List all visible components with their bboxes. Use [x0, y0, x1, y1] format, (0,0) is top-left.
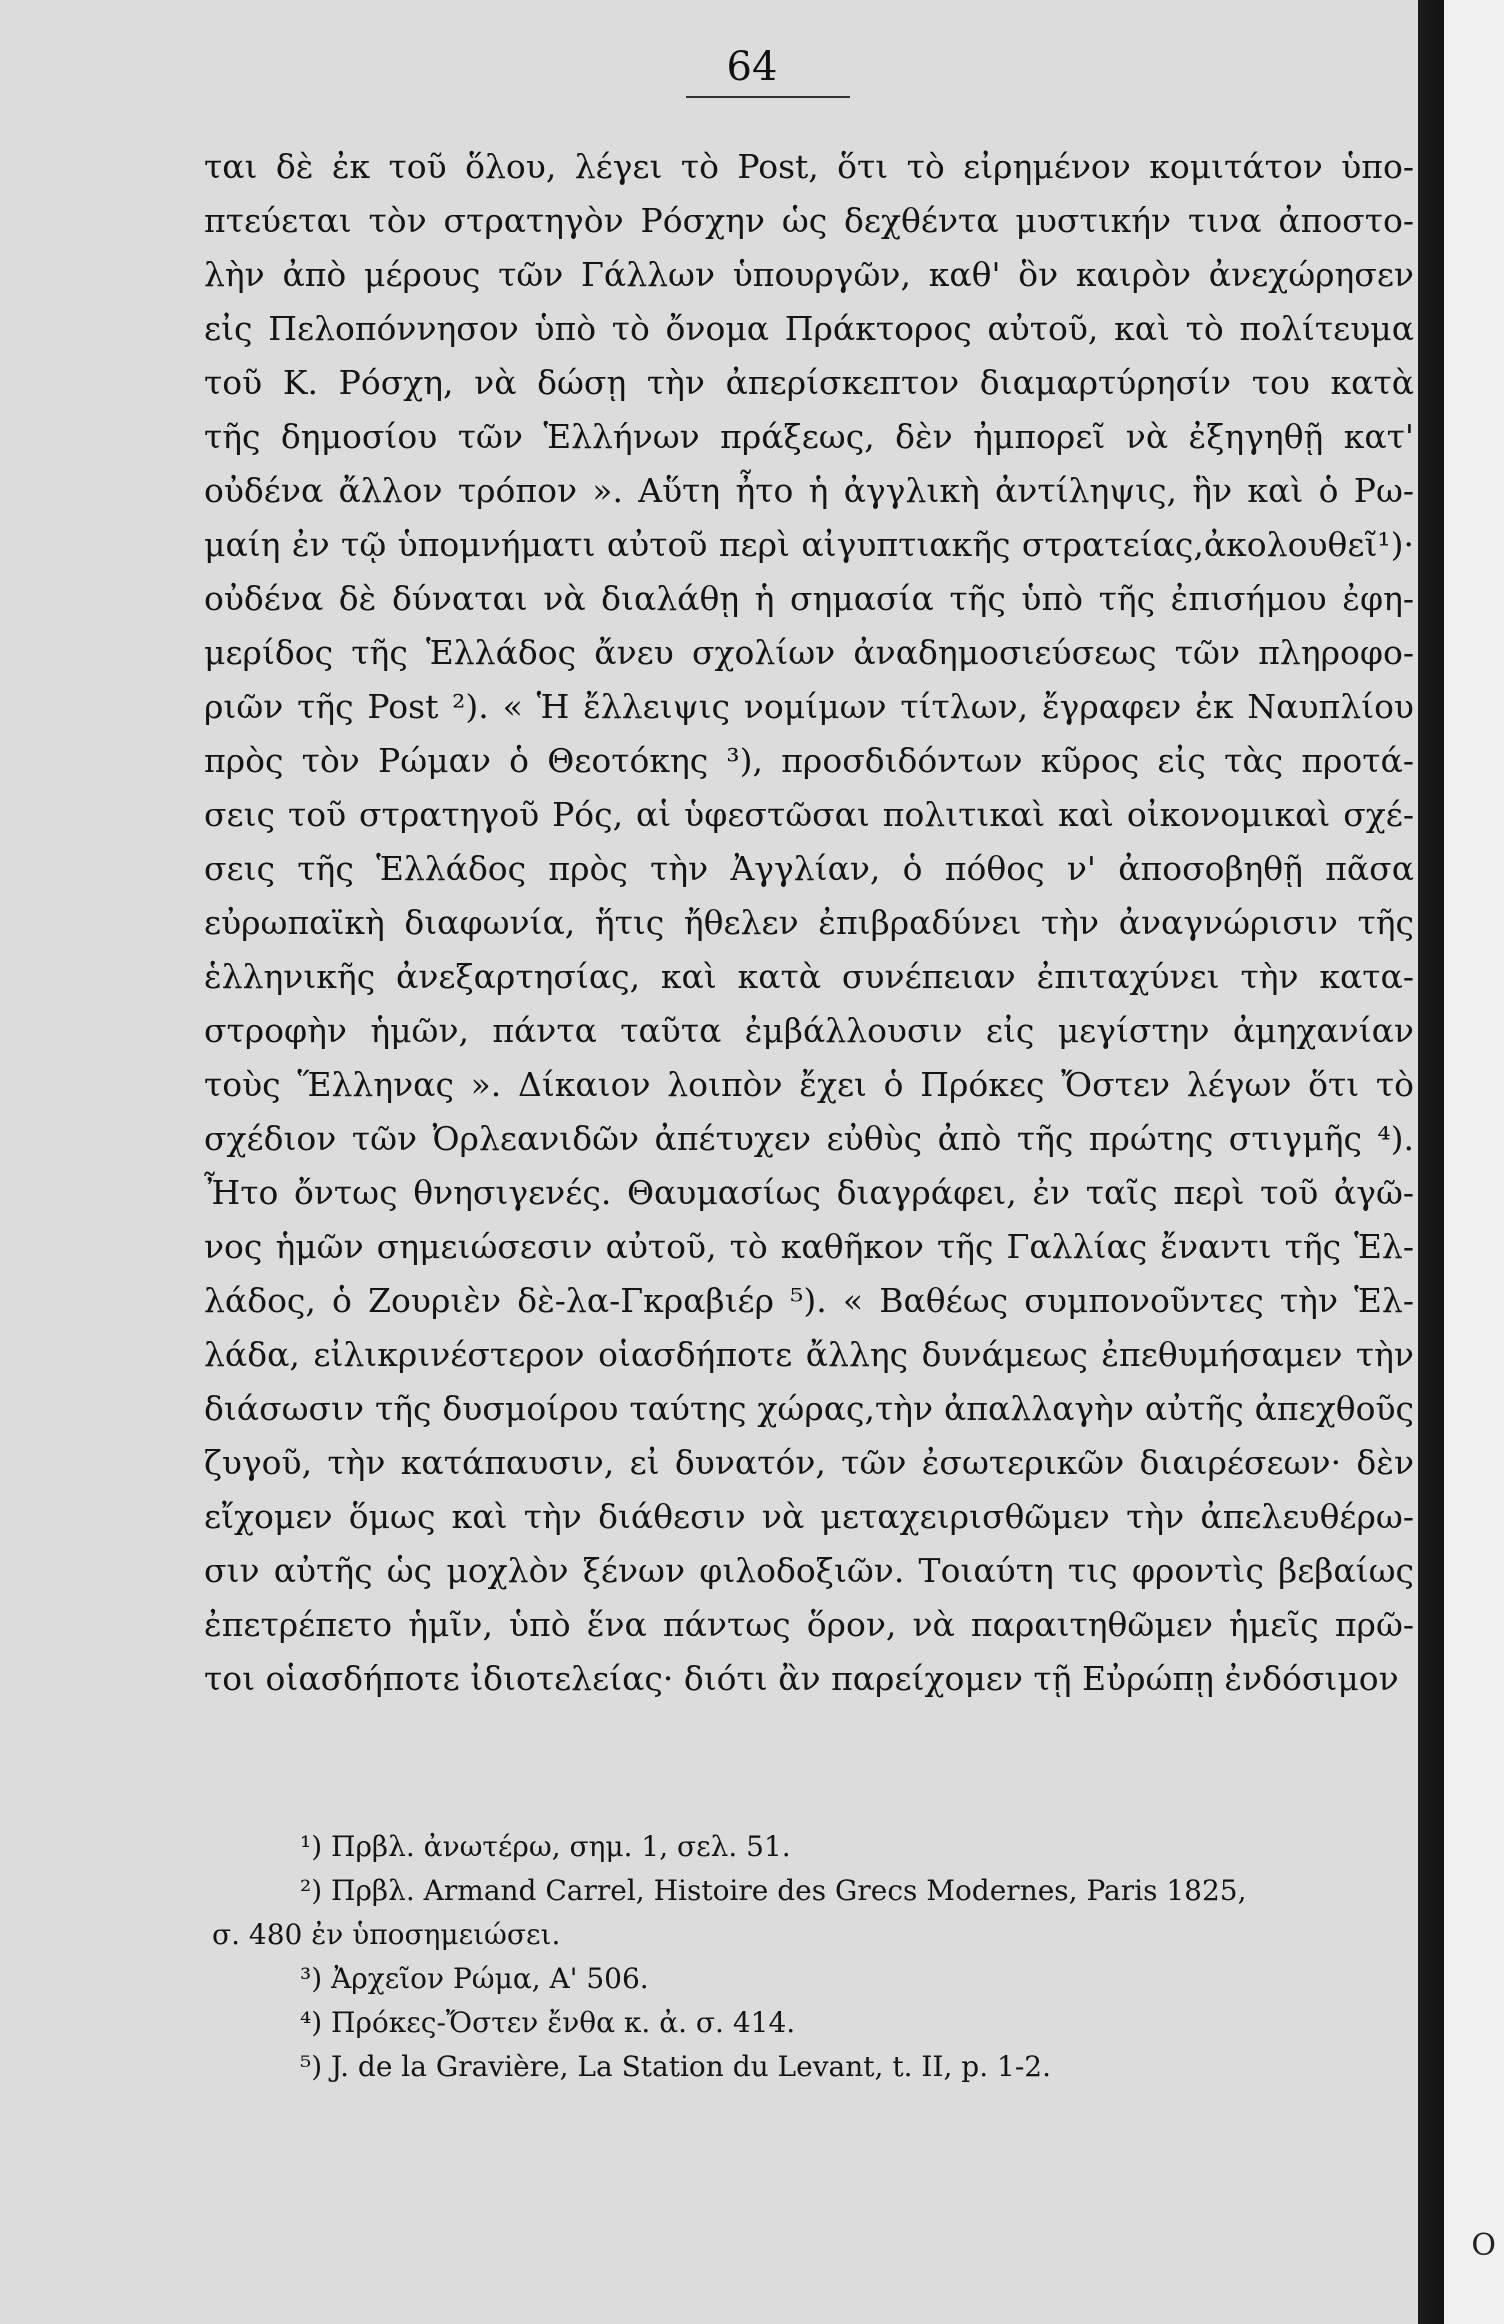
text-line: λάδα, εἰλικρινέστερον οἱασδήποτε ἄλλης δυνάμεως ἐπεθυμήσαμεν τὴν — [204, 1335, 1414, 1374]
text-line: ἐπετρέπετο ἡμῖν, ὑπὸ ἕνα πάντως ὅρον, νὰ παραιτηθῶμεν ἡμεῖς πρῶ- — [204, 1605, 1414, 1644]
edge-mark: O — [1471, 2228, 1496, 2263]
text-line: τῆς δημοσίου τῶν Ἑλλήνων πράξεως, δὲν ἠμπορεῖ νὰ ἐξηγηθῇ κατ' — [204, 417, 1414, 456]
text-line: διάσωσιν τῆς δυσμοίρου ταύτης χώρας,τὴν ἀπαλλαγὴν αὐτῆς ἀπεχθοῦς — [204, 1389, 1414, 1428]
text-line: εἴχομεν ὅμως καὶ τὴν διάθεσιν νὰ μεταχειρισθῶμεν τὴν ἀπελευθέρω- — [204, 1497, 1414, 1536]
body-text — [204, 140, 1414, 1706]
footnote-continuation: σ. 480 ἐν ὑποσημειώσει. — [212, 1918, 561, 1951]
scan-margin — [1444, 0, 1504, 2324]
text-line: τοῦ Κ. Ρόσχη, νὰ δώσῃ τὴν ἀπερίσκεπτον διαμαρτύρησίν του κατὰ — [204, 363, 1414, 402]
text-line: τοι οἱασδήποτε ἰδιοτελείας· διότι ἂν παρείχομεν τῇ Εὐρώπῃ ἐνδόσιμον — [204, 1659, 1399, 1698]
text-line: οὐδένα ἄλλον τρόπον ». Αὕτη ἦτο ἡ ἀγγλικὴ ἀντίληψις, ἣν καὶ ὁ Ρω- — [204, 471, 1414, 510]
text-line: σεις τῆς Ἑλλάδος πρὸς τὴν Ἀγγλίαν, ὁ πόθος ν' ἀποσοβηθῇ πᾶσα — [204, 849, 1414, 888]
text-line: ται δὲ ἐκ τοῦ ὅλου, λέγει τὸ Post, ὅτι τὸ εἰρημένον κομιτάτον ὑπο- — [204, 147, 1414, 186]
text-line: ζυγοῦ, τὴν κατάπαυσιν, εἰ δυνατόν, τῶν ἐσωτερικῶν διαιρέσεων· δὲν — [204, 1443, 1414, 1482]
text-line: ἑλληνικῆς ἀνεξαρτησίας, καὶ κατὰ συνέπειαν ἐπιταχύνει τὴν κατα- — [204, 957, 1414, 996]
text-line: πρὸς τὸν Ρώμαν ὁ Θεοτόκης ³), προσδιδόντων κῦρος εἰς τὰς προτά- — [204, 741, 1414, 780]
text-line: σιν αὐτῆς ὡς μοχλὸν ξένων φιλοδοξιῶν. Τοιαύτη τις φροντὶς βεβαίως — [204, 1551, 1414, 1590]
text-line: λὴν ἀπὸ μέρους τῶν Γάλλων ὑπουργῶν, καθ' ὃν καιρὸν ἀνεχώρησεν — [204, 255, 1414, 294]
footnote: ¹) Πρβλ. ἀνωτέρω, σημ. 1, σελ. 51. — [300, 1830, 791, 1863]
footnotes — [212, 1825, 1410, 2089]
text-line: Ἦτο ὄντως θνησιγενές. Θαυμασίως διαγράφει, ἐν ταῖς περὶ τοῦ ἀγῶ- — [204, 1173, 1414, 1212]
footnote: ²) Πρβλ. Armand Carrel, Histoire des Grecs Modernes, Paris 1825, — [300, 1874, 1247, 1907]
footnote: ⁵) J. de la Gravière, La Station du Levant, t. II, p. 1-2. — [300, 2050, 1052, 2083]
text-line: πτεύεται τὸν στρατηγὸν Ρόσχην ὡς δεχθέντα μυστικήν τινα ἀποστο- — [204, 201, 1414, 240]
footnote: ³) Ἀρχεῖον Ρώμα, Α' 506. — [300, 1962, 649, 1995]
text-line: εἰς Πελοπόννησον ὑπὸ τὸ ὄνομα Πράκτορος αὐτοῦ, καὶ τὸ πολίτευμα — [204, 309, 1414, 348]
text-line: τοὺς Ἕλληνας ». Δίκαιον λοιπὸν ἔχει ὁ Πρόκες Ὄστεν λέγων ὅτι τὸ — [204, 1065, 1414, 1104]
page-number: 64 — [726, 44, 778, 90]
text-line: ριῶν τῆς Post ²). « Ἡ ἔλλειψις νομίμων τίτλων, ἔγραφεν ἐκ Ναυπλίου — [204, 687, 1414, 726]
text-line: οὐδένα δὲ δύναται νὰ διαλάθῃ ἡ σημασία τῆς ὑπὸ τῆς ἐπισήμου ἐφη- — [204, 579, 1414, 618]
text-line: σχέδιον τῶν Ὀρλεανιδῶν ἀπέτυχεν εὐθὺς ἀπὸ τῆς πρώτης στιγμῆς ⁴). — [204, 1119, 1414, 1158]
text-line: σεις τοῦ στρατηγοῦ Ρός, αἱ ὑφεστῶσαι πολιτικαὶ καὶ οἰκονομικαὶ σχέ- — [204, 795, 1414, 834]
footnote: ⁴) Πρόκες-Ὄστεν ἔνθα κ. ἀ. σ. 414. — [300, 2006, 796, 2039]
text-line: μερίδος τῆς Ἑλλάδος ἄνευ σχολίων ἀναδημοσιεύσεως τῶν πληροφο- — [204, 633, 1414, 672]
text-line: μαίη ἐν τῷ ὑπομνήματι αὐτοῦ περὶ αἰγυπτιακῆς στρατείας,ἀκολουθεῖ¹)· — [204, 525, 1414, 564]
text-line: νος ἡμῶν σημειώσεσιν αὐτοῦ, τὸ καθῆκον τῆς Γαλλίας ἔναντι τῆς Ἑλ- — [204, 1227, 1414, 1266]
text-line: στροφὴν ἡμῶν, πάντα ταῦτα ἐμβάλλουσιν εἰς μεγίστην ἀμηχανίαν — [204, 1011, 1414, 1050]
text-line: λάδος, ὁ Ζουριὲν δὲ-λα-Γκραβιέρ ⁵). « Βαθέως συμπονοῦντες τὴν Ἑλ- — [204, 1281, 1414, 1320]
header-rule — [686, 96, 850, 98]
text-line: εὐρωπαϊκὴ διαφωνία, ἥτις ἤθελεν ἐπιβραδύνει τὴν ἀναγνώρισιν τῆς — [204, 903, 1414, 942]
